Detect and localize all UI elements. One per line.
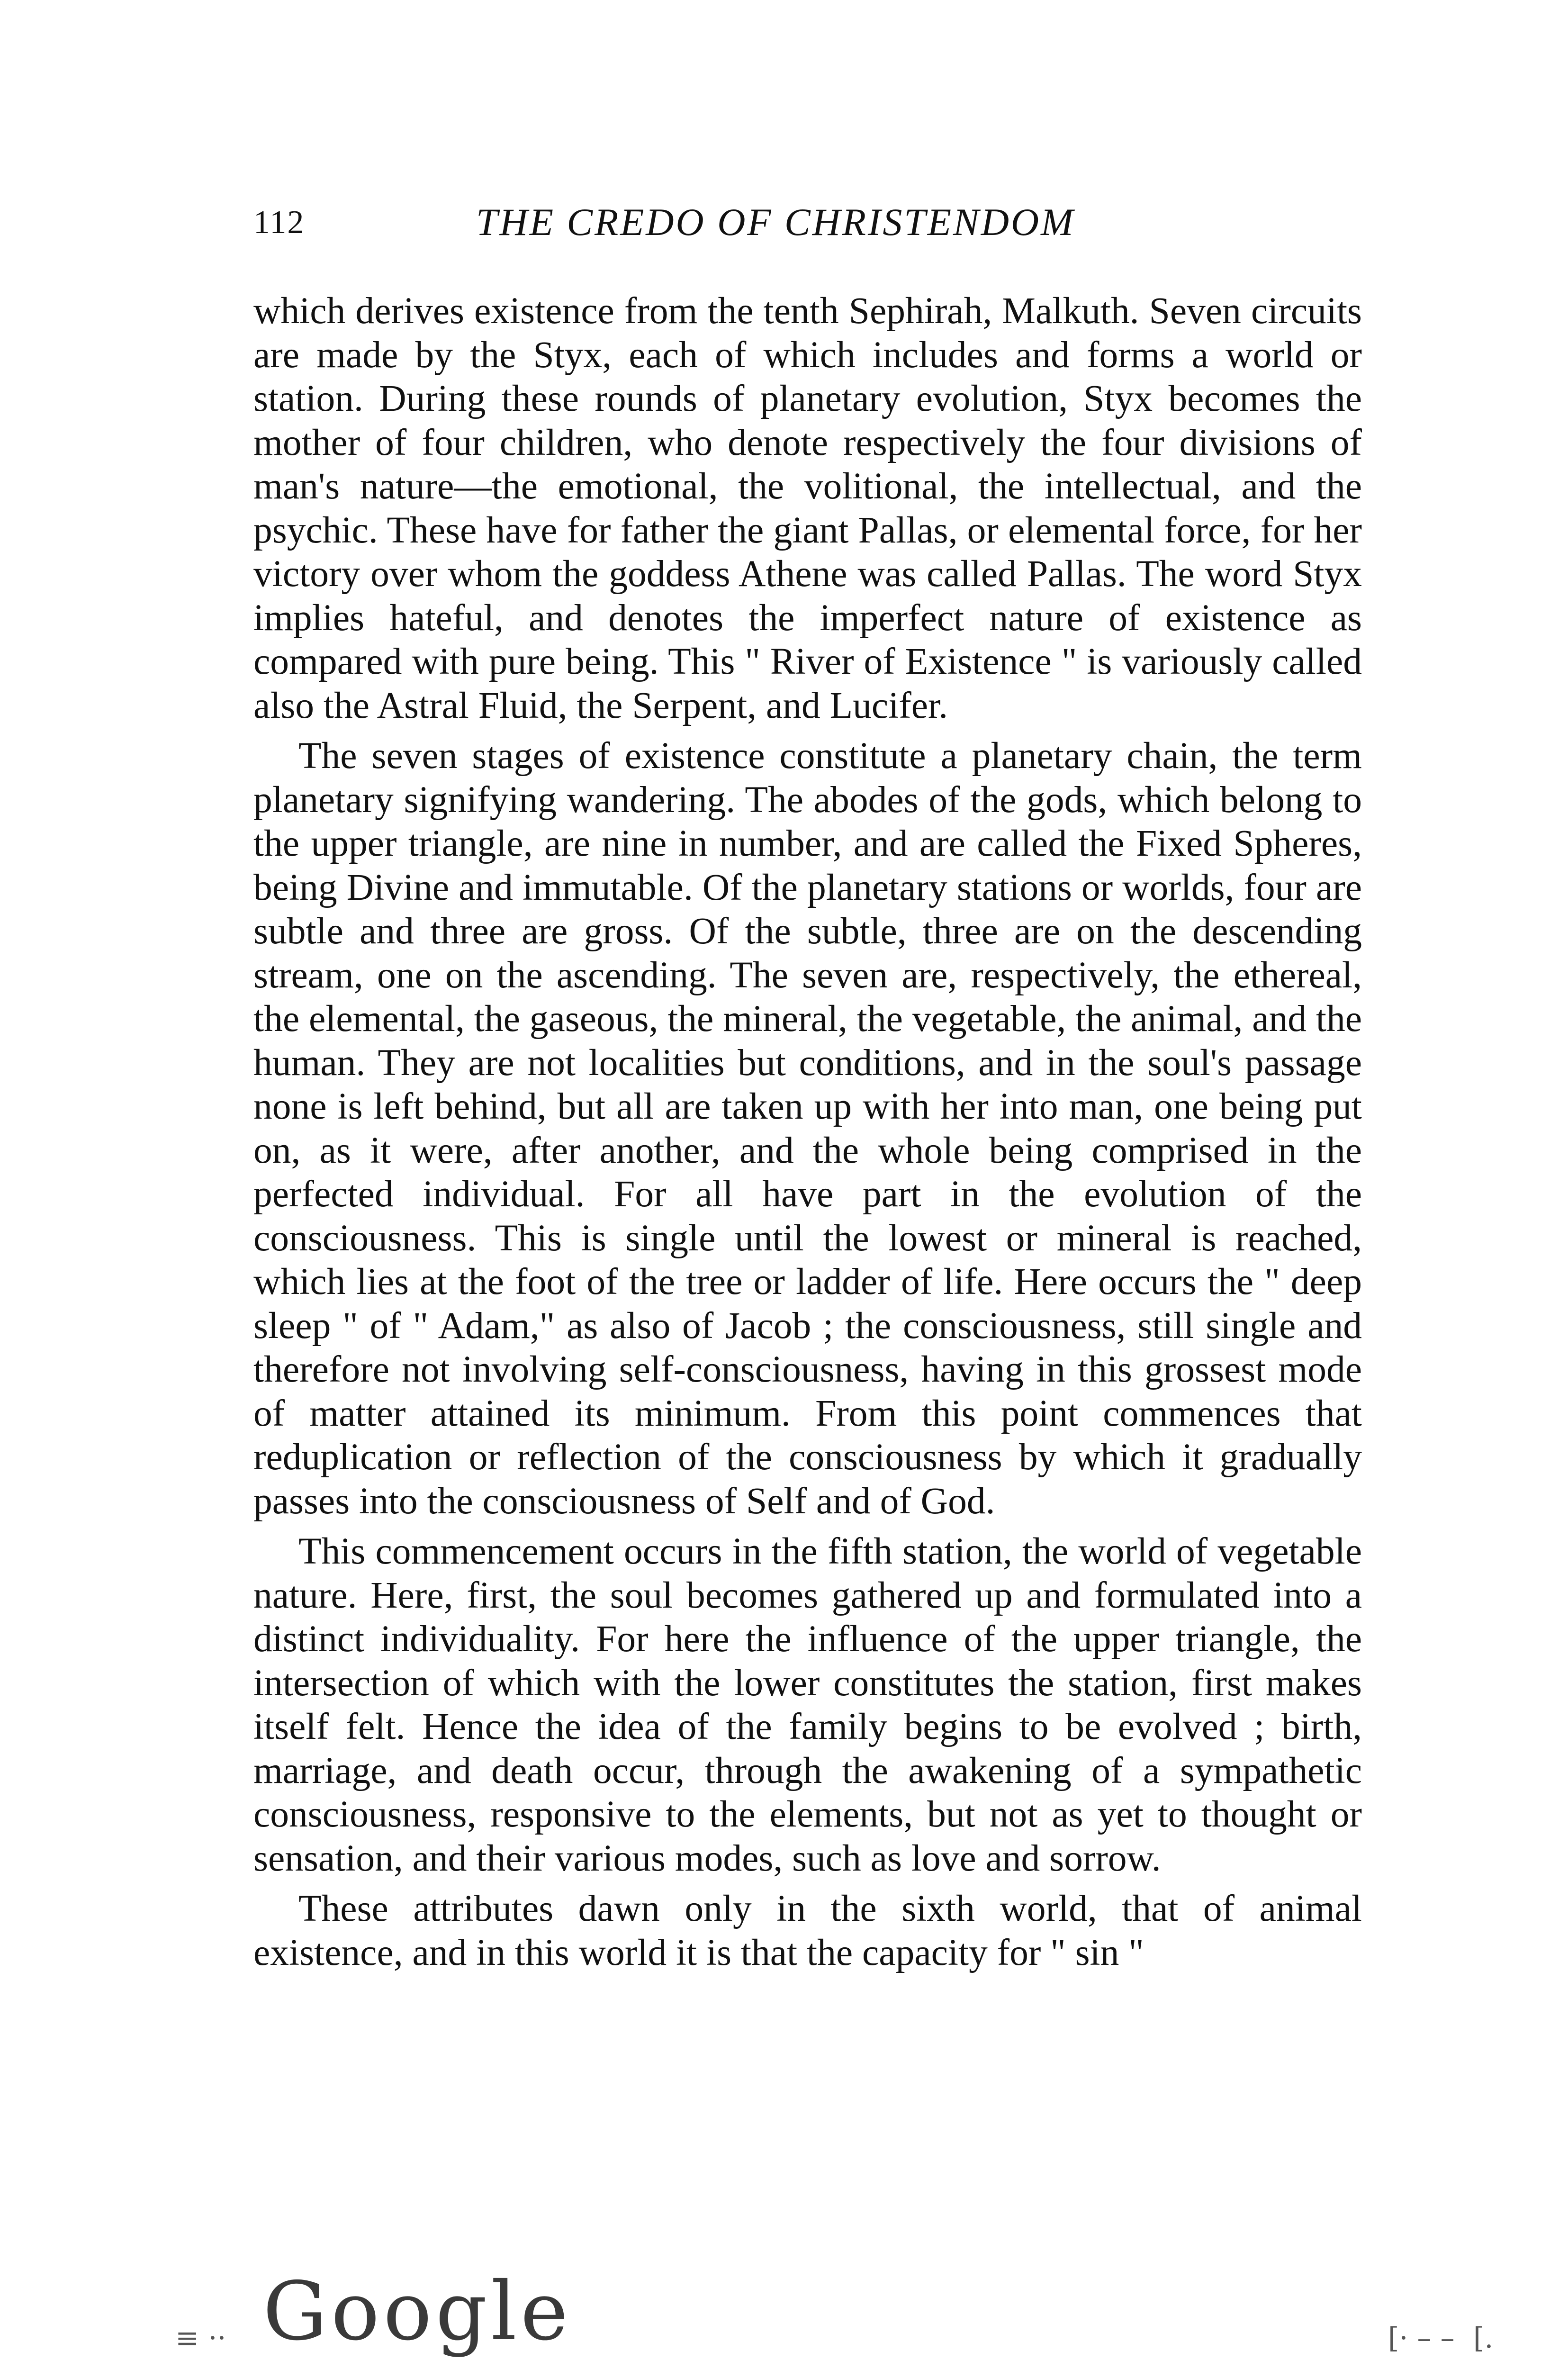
google-watermark: Google [263, 2265, 572, 2359]
body-text [253, 289, 1362, 1974]
paragraph: This commencement occurs in the fifth station, the world of vegetable nature. Here, first, the soul becomes gathered up and formulated into a distinct individuality. For here the influence of the upper triangle, the intersection of which with the lower constitutes the station, first makes itself felt. Hence the idea of the family begins to be evolved ; birth, marriage, and death occur, through the awakening of a sympathetic consciousness, responsive to the elements, but not as yet to thought or sensation, and their various modes, such as love and sorrow. [253, 1530, 1362, 1879]
page-number: 112 [253, 204, 305, 241]
paragraph: The seven stages of existence constitute a planetary chain, the term planetary signifying wandering. The abodes of the gods, which belong to the upper triangle, are nine in number, and are called the Fixed Spheres, being Divine and immutable. Of the planetary stations or worlds, four are subtle and three are gross. Of the subtle, three are on the descending stream, one on the ascending. The seven are, respectively, the ethereal, the elemental, the gaseous, the mineral, the vegetable, the animal, and the human. They are not localities but conditions, and in the soul's passage none is left behind, but all are taken up with her into man, one being put on, as it were, after another, and the whole being comprised in the perfected individual. For all have part in the evolution of the consciousness. This is single until the lowest or mineral is reached, which lies at the foot of the tree or ladder of life. Here occurs the " deep sleep " of " Adam," as also of Jacob ; the consciousness, still single and therefore not involving self-consciousness, having in this grossest mode of matter attained its minimum. From this point commences that reduplication or reflection of the consciousness by which it gradually passes into the consciousness of Self and of God. [253, 735, 1362, 1522]
paragraph: These attributes dawn only in the sixth world, that of animal existence, and in this world it is that the capacity for " sin " [253, 1888, 1362, 1973]
running-title: THE CREDO OF CHRISTENDOM [476, 200, 1075, 244]
scan-mark-middle: [· – – [1388, 2322, 1455, 2355]
page-header [253, 194, 1362, 256]
paragraph-continued: which derives existence from the tenth Sephirah, Malkuth. Seven circuits are made by the Styx, each of which includes and forms a world or station. During these rounds of planetary evolution, Styx becomes the mother of four children, who denote respectively the four divisions of man's nature—the emotional, the volitional, the intellectual, and the psychic. These have for father the giant Pallas, or elemental force, for her victory over whom the goddess Athene was called Pallas. The word Styx implies hateful, and denotes the imperfect nature of existence as compared with pure being. This " River of Existence " is variously called also the Astral Fluid, the Serpent, and Lucifer. [253, 290, 1362, 726]
scan-mark-left: ≡ ·· [175, 2322, 226, 2355]
scan-mark-right: [. [1473, 2322, 1494, 2355]
